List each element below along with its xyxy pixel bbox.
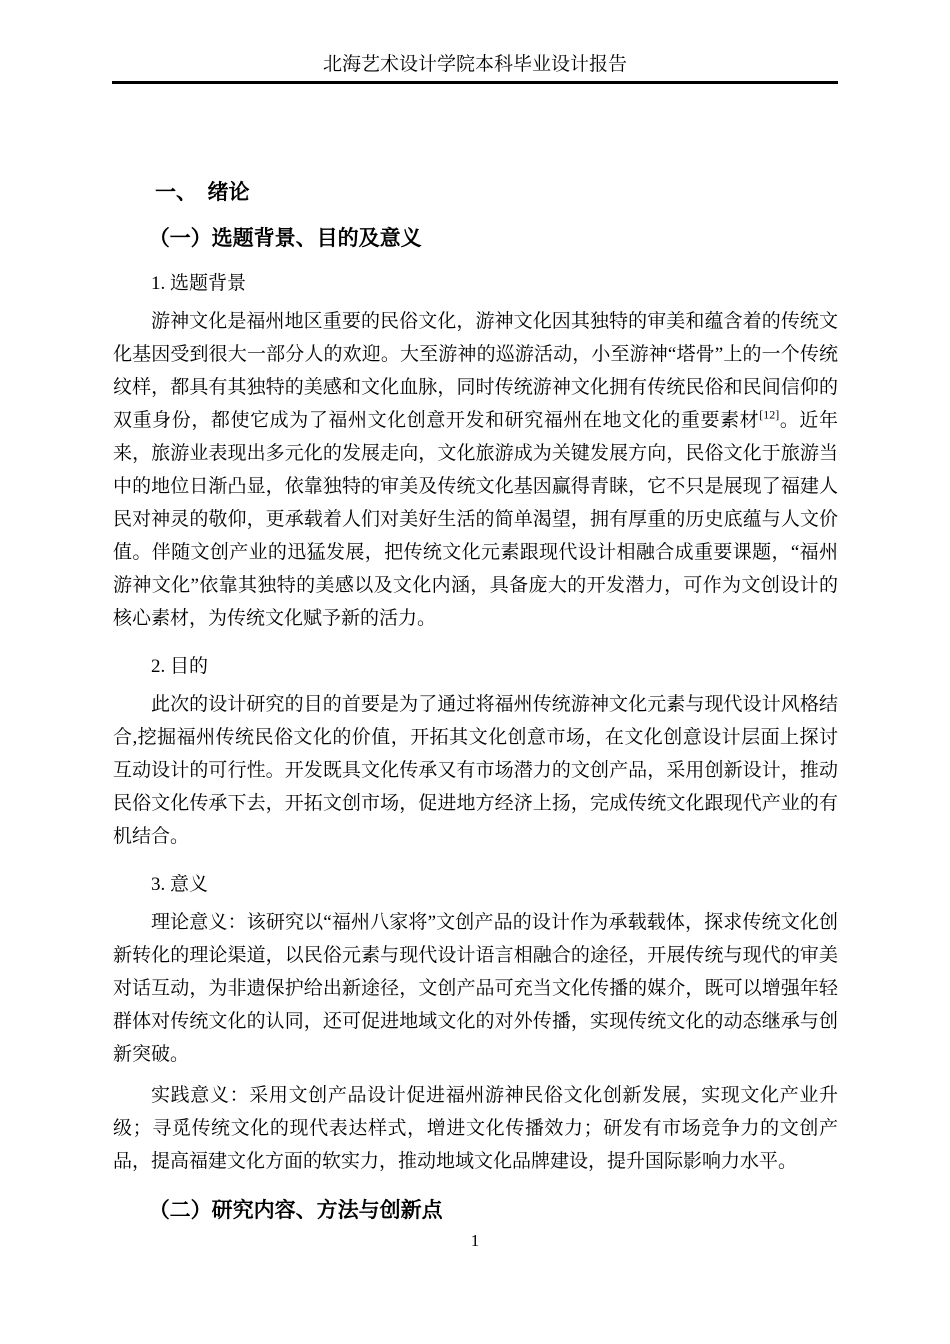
- paragraph-practical-significance: 实践意义：采用文创产品设计促进福州游神民俗文化创新发展，实现文化产业升级；寻觅传统文化的现代表达样式，增进文化传播效力；研发有市场竞争力的文创产品，提高福建文化方面的软实力，推动地域文化品牌建设，提升国际影响力水平。: [113, 1085, 838, 1172]
- section-heading-background-purpose-significance: （一）选题背景、目的及意义: [148, 227, 422, 250]
- paragraph-theoretical-significance: 理论意义：该研究以“福州八家将”文创产品的设计作为承载载体，探求传统文化创新转化的理论渠道，以民俗元素与现代设计语言相融合的途径，开展传统与现代的审美对话互动，为非遗保护给出新途径，文创产品可充当文化传播的媒介，既可以增强年轻群体对传统文化的认同，还可促进地域文化的对外传播，实现传统文化的动态继承与创新突破。: [113, 912, 838, 1065]
- subsection-heading-purpose: 2. 目的: [151, 656, 209, 677]
- running-header: 北海艺术设计学院本科毕业设计报告: [322, 54, 627, 75]
- paragraph-topic-background-text-after-citation: 。近年来，旅游业表现出多元化的发展走向，文化旅游成为关键发展方向，民俗文化于旅游当中的地位日渐凸显，依靠独特的审美及传统文化基因赢得青睐，它不只是展现了福建人民对神灵的敬仰，更承载着人们对美好生活的简单渴望，拥有厚重的历史底蕴与人文价值。伴随文创产业的迅猛发展，把传统文化元素跟现代设计相融合成重要课题，“福州游神文化”依靠其独特的美感以及文化内涵，具备庞大的开发潜力，可作为文创设计的核心素材，为传统文化赋予新的活力。: [113, 410, 838, 629]
- page-content: [0, 180, 950, 1224]
- section-heading-research-content-methods-innovation: （二）研究内容、方法与创新点: [148, 1199, 443, 1222]
- header-rule: [112, 81, 838, 84]
- citation-reference-12: [12]: [759, 407, 780, 422]
- chapter-heading-introduction: 一、 绪论: [155, 181, 250, 204]
- subsection-heading-significance: 3. 意义: [151, 874, 209, 895]
- page-number: 1: [470, 1231, 480, 1250]
- paragraph-topic-background: [113, 305, 838, 635]
- paragraph-purpose: 此次的设计研究的目的首要是为了通过将福州传统游神文化元素与现代设计风格结合,挖掘福州传统民俗文化的价值，开拓其文化创意市场，在文化创意设计层面上探讨互动设计的可行性。开发既具文化传承又有市场潜力的文创产品，采用创新设计，推动民俗文化传承下去，开拓文创市场，促进地方经济上扬，完成传统文化跟现代产业的有机结合。: [113, 694, 838, 847]
- paragraph-topic-background-text-before-citation: 游神文化是福州地区重要的民俗文化，游神文化因其独特的审美和蕴含着的传统文化基因受到很大一部分人的欢迎。大至游神的巡游活动，小至游神“塔骨”上的一个传统纹样，都具有其独特的美感和文化血脉，同时传统游神文化拥有传统民俗和民间信仰的双重身份，都使它成为了福州文化创意开发和研究福州在地文化的重要素材: [113, 311, 838, 431]
- subsection-heading-topic-background: 1. 选题背景: [151, 273, 247, 294]
